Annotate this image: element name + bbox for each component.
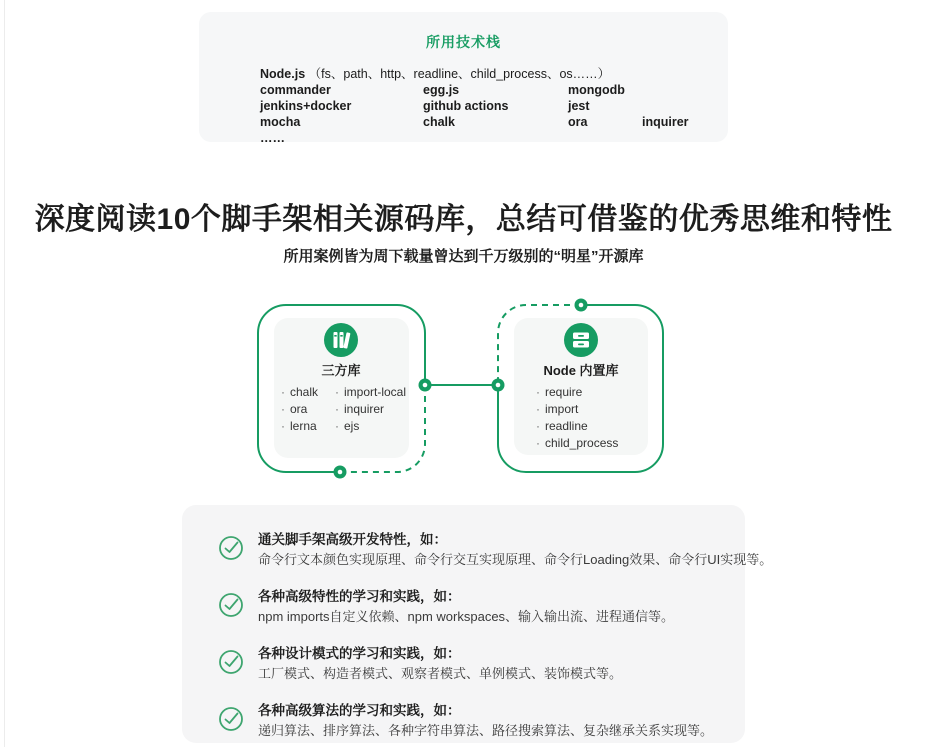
- features-card: [182, 505, 773, 743]
- tech-item: commander: [260, 83, 331, 97]
- list-item: [536, 384, 618, 401]
- check-circle-icon: [218, 706, 244, 732]
- lib-name: chalk: [290, 385, 319, 399]
- bullet: ·: [281, 419, 285, 433]
- feature-text: [258, 644, 622, 684]
- feature-desc: 递归算法、排序算法、各种字符串算法、路径搜索算法、复杂继承关系实现等。: [258, 723, 714, 738]
- page-title: 深度阅读10个脚手架相关源码库，总结可借鉴的优秀思维和特性: [34, 203, 893, 236]
- tech-item: jest: [568, 99, 590, 113]
- feature-item: [218, 701, 715, 741]
- third-party-list: [281, 384, 406, 435]
- libraries-diagram: [250, 298, 675, 488]
- tech-item: [568, 130, 642, 146]
- feature-desc: npm imports自定义依赖、npm workspaces、输入输出流、进程通信等。: [258, 609, 675, 624]
- tech-item: [642, 82, 708, 98]
- bullet: ·: [281, 385, 285, 399]
- list-item: [281, 401, 335, 418]
- tech-item: inquirer: [642, 115, 689, 129]
- tech-item: mongodb: [568, 83, 625, 97]
- feature-title: 各种设计模式的学习和实践，如：: [258, 646, 461, 661]
- lib-name: lerna: [290, 419, 317, 433]
- lib-name: require: [545, 385, 583, 399]
- tech-stack-body: [260, 66, 708, 146]
- list-item: [335, 401, 406, 418]
- bullet: ·: [281, 402, 285, 416]
- tech-item: ora: [568, 115, 588, 129]
- lib-name: import: [545, 402, 579, 416]
- feature-title: 各种高级特性的学习和实践，如：: [258, 589, 461, 604]
- bullet: ·: [536, 385, 540, 399]
- builtin-list: [536, 384, 618, 452]
- list-item: [335, 384, 406, 401]
- feature-item: [218, 587, 715, 627]
- drawers-icon: [563, 322, 599, 358]
- page-edge-divider: [4, 0, 5, 747]
- nodejs-label: Node.js: [260, 67, 306, 81]
- lib-name: ejs: [344, 419, 360, 433]
- lib-name: ora: [290, 402, 308, 416]
- third-party-title: 三方库: [321, 363, 361, 378]
- page-subtitle: 所用案例皆为周下载量曾达到千万级别的“明星”开源库: [283, 248, 644, 265]
- list-item: [536, 435, 618, 452]
- feature-title: 通关脚手架高级开发特性，如：: [258, 532, 447, 547]
- tech-item: [423, 130, 568, 146]
- tech-item: mocha: [260, 115, 301, 129]
- feature-item: [218, 644, 715, 684]
- bullet: ·: [335, 419, 339, 433]
- check-circle-icon: [218, 649, 244, 675]
- feature-text: [258, 530, 772, 570]
- tech-item: jenkins+docker: [260, 99, 352, 113]
- list-item: [536, 401, 618, 418]
- lib-name: child_process: [545, 436, 619, 450]
- tech-item: github actions: [423, 99, 509, 113]
- bullet: ·: [536, 402, 540, 416]
- list-item: [281, 418, 335, 435]
- tech-item: ……: [260, 131, 285, 145]
- tech-item: egg.js: [423, 83, 460, 97]
- books-icon: [323, 322, 359, 358]
- nodejs-modules: （fs、path、http、readline、child_process、os……）: [308, 67, 611, 81]
- check-circle-icon: [218, 535, 244, 561]
- list-item: [335, 418, 406, 435]
- tech-item: [642, 130, 708, 146]
- bullet: ·: [536, 419, 540, 433]
- tech-stack-card: [199, 12, 728, 145]
- feature-text: [258, 701, 713, 741]
- lib-name: inquirer: [344, 402, 385, 416]
- bullet: ·: [536, 436, 540, 450]
- feature-title: 各种高级算法的学习和实践，如：: [258, 703, 461, 718]
- feature-desc: 工厂模式、构造者模式、观察者模式、单例模式、装饰模式等。: [258, 666, 623, 681]
- tech-item: chalk: [423, 115, 455, 129]
- list-item: [281, 384, 335, 401]
- feature-text: [258, 587, 674, 627]
- check-circle-icon: [218, 592, 244, 618]
- feature-desc: 命令行文本颜色实现原理、命令行交互实现原理、命令行Loading效果、命令行UI实现等。: [258, 552, 773, 567]
- list-item: [536, 418, 618, 435]
- feature-item: [218, 530, 773, 570]
- nodejs-line: [260, 66, 708, 82]
- bullet: ·: [335, 402, 339, 416]
- tech-item: [642, 98, 708, 114]
- lib-name: import-local: [344, 385, 407, 399]
- tech-stack-grid: [260, 82, 708, 146]
- bullet: ·: [335, 385, 339, 399]
- lib-name: readline: [545, 419, 588, 433]
- tech-stack-title: 所用技术栈: [426, 34, 501, 50]
- builtin-title: Node 内置库: [543, 363, 619, 378]
